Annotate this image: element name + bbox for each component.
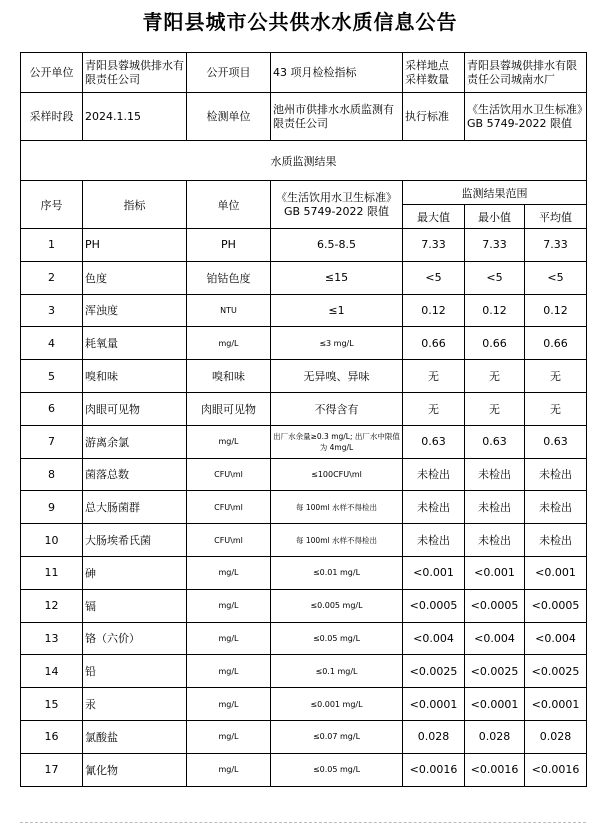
row-no: 15 (21, 688, 83, 721)
row-indicator: 嗅和味 (83, 360, 187, 393)
row-limit: ≤3 mg/L (271, 327, 403, 360)
row-no: 3 (21, 294, 83, 327)
table-row (21, 458, 587, 491)
info-row-1 (21, 53, 587, 93)
table-row (21, 327, 587, 360)
section-title-row (21, 141, 587, 181)
section-title: 水质监测结果 (21, 141, 587, 181)
row-no: 11 (21, 556, 83, 589)
table-row (21, 720, 587, 753)
std-value: 《生活饮用水卫生标准》GB 5749-2022 限值 (465, 93, 587, 141)
row-limit: ≤100CFU\ml (271, 458, 403, 491)
header-limit: 《生活饮用水卫生标准》GB 5749-2022 限值 (271, 181, 403, 229)
row-indicator: 铅 (83, 655, 187, 688)
table-row (21, 491, 587, 524)
row-indicator: 菌落总数 (83, 458, 187, 491)
row-unit: NTU (187, 294, 271, 327)
row-unit: mg/L (187, 425, 271, 458)
row-max: <0.0016 (403, 753, 465, 786)
row-min: 7.33 (465, 229, 525, 262)
table-row (21, 360, 587, 393)
row-min: 未检出 (465, 458, 525, 491)
org-value: 池州市供排水水质监测有限责任公司 (271, 93, 403, 141)
row-unit: mg/L (187, 589, 271, 622)
row-max: 未检出 (403, 491, 465, 524)
table-row (21, 688, 587, 721)
row-unit: mg/L (187, 688, 271, 721)
table-row (21, 589, 587, 622)
row-min: <0.0005 (465, 589, 525, 622)
row-max: 0.66 (403, 327, 465, 360)
row-max: 无 (403, 392, 465, 425)
header-indicator: 指标 (83, 181, 187, 229)
row-min: 无 (465, 360, 525, 393)
row-max: 无 (403, 360, 465, 393)
row-avg: 0.12 (525, 294, 587, 327)
row-indicator: 肉眼可见物 (83, 392, 187, 425)
row-limit: ≤0.07 mg/L (271, 720, 403, 753)
row-limit: ≤15 (271, 261, 403, 294)
site-label: 采样地点 采样数量 (403, 53, 465, 93)
row-avg: <0.0016 (525, 753, 587, 786)
page-bottom-edge (20, 822, 586, 826)
row-unit: mg/L (187, 753, 271, 786)
row-unit: CFU\ml (187, 458, 271, 491)
row-avg: 未检出 (525, 524, 587, 557)
item-label: 公开项目 (187, 53, 271, 93)
row-unit: CFU\ml (187, 491, 271, 524)
row-max: 0.028 (403, 720, 465, 753)
row-max: 未检出 (403, 458, 465, 491)
row-indicator: PH (83, 229, 187, 262)
row-min: <0.0001 (465, 688, 525, 721)
row-limit: 无异嗅、异味 (271, 360, 403, 393)
row-indicator: 汞 (83, 688, 187, 721)
row-no: 17 (21, 753, 83, 786)
row-avg: <0.0005 (525, 589, 587, 622)
row-limit: 每 100ml 水样不得检出 (271, 491, 403, 524)
row-max: 未检出 (403, 524, 465, 557)
row-no: 10 (21, 524, 83, 557)
row-limit: ≤0.05 mg/L (271, 753, 403, 786)
row-limit: ≤0.005 mg/L (271, 589, 403, 622)
row-unit: CFU\ml (187, 524, 271, 557)
row-min: 0.63 (465, 425, 525, 458)
table-row (21, 261, 587, 294)
time-value: 2024.1.15 (83, 93, 187, 141)
org-label: 检测单位 (187, 93, 271, 141)
row-min: 未检出 (465, 524, 525, 557)
std-label: 执行标准 (403, 93, 465, 141)
row-max: <0.0025 (403, 655, 465, 688)
item-value: 43 项月检检指标 (271, 53, 403, 93)
table-row (21, 392, 587, 425)
row-indicator: 游离余氯 (83, 425, 187, 458)
row-avg: <0.001 (525, 556, 587, 589)
table-row (21, 556, 587, 589)
row-limit: 6.5-8.5 (271, 229, 403, 262)
row-limit: ≤0.1 mg/L (271, 655, 403, 688)
row-min: 0.66 (465, 327, 525, 360)
row-indicator: 氯酸盐 (83, 720, 187, 753)
row-avg: 7.33 (525, 229, 587, 262)
row-max: <0.0005 (403, 589, 465, 622)
row-indicator: 铬（六价） (83, 622, 187, 655)
row-indicator: 大肠埃希氏菌 (83, 524, 187, 557)
row-indicator: 色度 (83, 261, 187, 294)
row-min: <0.001 (465, 556, 525, 589)
row-unit: mg/L (187, 622, 271, 655)
unit-label: 公开单位 (21, 53, 83, 93)
page-title: 青阳县城市公共供水水质信息公告 (142, 10, 458, 34)
row-limit: ≤0.05 mg/L (271, 622, 403, 655)
row-avg: <0.0001 (525, 688, 587, 721)
row-max: <0.0001 (403, 688, 465, 721)
row-limit: ≤1 (271, 294, 403, 327)
row-limit: 每 100ml 水样不得检出 (271, 524, 403, 557)
row-max: 0.63 (403, 425, 465, 458)
row-unit: 嗅和味 (187, 360, 271, 393)
info-row-2 (21, 93, 587, 141)
row-indicator: 砷 (83, 556, 187, 589)
row-min: <0.0025 (465, 655, 525, 688)
row-avg: 无 (525, 392, 587, 425)
row-no: 7 (21, 425, 83, 458)
row-min: 0.028 (465, 720, 525, 753)
table-row (21, 655, 587, 688)
table-row (21, 294, 587, 327)
row-indicator: 耗氧量 (83, 327, 187, 360)
row-no: 12 (21, 589, 83, 622)
row-no: 8 (21, 458, 83, 491)
row-max: <0.004 (403, 622, 465, 655)
row-limit: 不得含有 (271, 392, 403, 425)
row-no: 2 (21, 261, 83, 294)
table-row (21, 622, 587, 655)
row-avg: 无 (525, 360, 587, 393)
row-min: <0.004 (465, 622, 525, 655)
row-no: 6 (21, 392, 83, 425)
row-no: 9 (21, 491, 83, 524)
row-avg: 未检出 (525, 458, 587, 491)
row-unit: 铂钴色度 (187, 261, 271, 294)
row-no: 4 (21, 327, 83, 360)
row-avg: 0.028 (525, 720, 587, 753)
row-indicator: 总大肠菌群 (83, 491, 187, 524)
row-unit: 肉眼可见物 (187, 392, 271, 425)
header-avg: 平均值 (525, 205, 587, 229)
time-label: 采样时段 (21, 93, 83, 141)
header-min: 最小值 (465, 205, 525, 229)
header-no: 序号 (21, 181, 83, 229)
row-avg: 0.63 (525, 425, 587, 458)
row-unit: mg/L (187, 655, 271, 688)
row-unit: mg/L (187, 720, 271, 753)
table-row (21, 524, 587, 557)
row-no: 5 (21, 360, 83, 393)
row-avg: <0.004 (525, 622, 587, 655)
table-row (21, 753, 587, 786)
row-min: <0.0016 (465, 753, 525, 786)
row-unit: PH (187, 229, 271, 262)
row-avg: <5 (525, 261, 587, 294)
row-limit: ≤0.001 mg/L (271, 688, 403, 721)
row-max: <0.001 (403, 556, 465, 589)
row-min: 未检出 (465, 491, 525, 524)
row-avg: 0.66 (525, 327, 587, 360)
row-max: <5 (403, 261, 465, 294)
row-avg: <0.0025 (525, 655, 587, 688)
row-min: <5 (465, 261, 525, 294)
header-row-1 (21, 181, 587, 205)
header-range: 监测结果范围 (403, 181, 587, 205)
row-no: 1 (21, 229, 83, 262)
row-indicator: 氰化物 (83, 753, 187, 786)
row-no: 16 (21, 720, 83, 753)
row-max: 7.33 (403, 229, 465, 262)
header-unit: 单位 (187, 181, 271, 229)
row-min: 无 (465, 392, 525, 425)
row-min: 0.12 (465, 294, 525, 327)
row-indicator: 镉 (83, 589, 187, 622)
row-indicator: 浑浊度 (83, 294, 187, 327)
row-limit: ≤0.01 mg/L (271, 556, 403, 589)
site-value: 青阳县蓉城供排水有限责任公司城南水厂 (465, 53, 587, 93)
unit-value: 青阳县蓉城供排水有限责任公司 (83, 53, 187, 93)
row-unit: mg/L (187, 327, 271, 360)
row-no: 14 (21, 655, 83, 688)
table-row (21, 425, 587, 458)
row-unit: mg/L (187, 556, 271, 589)
row-avg: 未检出 (525, 491, 587, 524)
row-max: 0.12 (403, 294, 465, 327)
water-quality-table (20, 52, 587, 787)
table-row (21, 229, 587, 262)
row-limit: 出厂水余量≥0.3 mg/L; 出厂水中限值为 4mg/L (271, 425, 403, 458)
header-max: 最大值 (403, 205, 465, 229)
row-no: 13 (21, 622, 83, 655)
